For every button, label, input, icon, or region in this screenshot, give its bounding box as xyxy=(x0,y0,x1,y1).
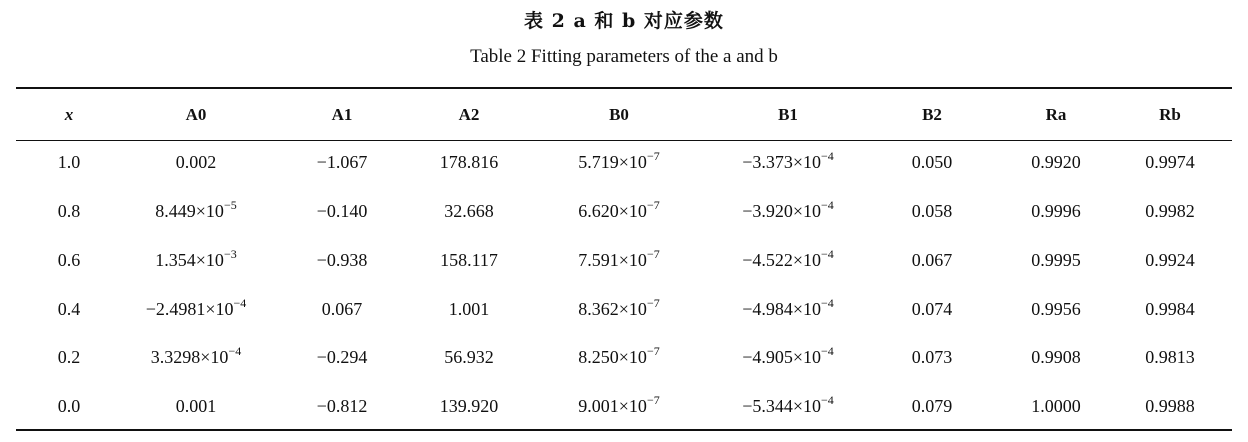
table-cell: 0.002 xyxy=(175,152,217,172)
table-cell: 178.816 xyxy=(439,152,499,172)
table-cell xyxy=(106,196,286,226)
table-cell: 0.4 xyxy=(57,299,81,319)
table-cell: −0.812 xyxy=(316,396,368,416)
cell-mantissa: 8.449×10 xyxy=(155,201,224,221)
table-cell: 1.001 xyxy=(448,299,490,319)
table-cell xyxy=(698,342,878,372)
table-cell xyxy=(534,342,704,372)
cell-mantissa: −5.344×10 xyxy=(742,396,822,416)
table-cell xyxy=(698,147,878,177)
column-rb-header: Rb xyxy=(1159,105,1181,124)
table-cell: 0.9924 xyxy=(1145,250,1195,270)
table-cell: −1.067 xyxy=(316,152,368,172)
cell-mantissa: 6.620×10 xyxy=(578,201,647,221)
cell-mantissa: 5.719×10 xyxy=(578,152,647,172)
table-cell: 0.058 xyxy=(911,201,953,221)
column-b0-header: B0 xyxy=(609,105,629,124)
cell-exponent: −4 xyxy=(821,296,834,310)
cell-exponent: −7 xyxy=(646,296,660,310)
cell-mantissa: −3.373×10 xyxy=(742,152,822,172)
table-cell: 0.079 xyxy=(911,396,953,416)
table-cell: 0.074 xyxy=(911,299,953,319)
table-cell xyxy=(698,245,878,275)
table-cell: 0.9984 xyxy=(1145,299,1195,319)
table-cell: 0.9956 xyxy=(1031,299,1081,319)
column-b2-header: B2 xyxy=(922,105,942,124)
table-cell xyxy=(106,245,286,275)
column-a1-header: A1 xyxy=(331,105,353,124)
cell-mantissa: 1.354×10 xyxy=(155,250,224,270)
table-cell xyxy=(534,245,704,275)
table-cell: 139.920 xyxy=(439,396,499,416)
table-cell: 0.9982 xyxy=(1145,201,1195,221)
table-cell: 0.2 xyxy=(57,347,81,367)
column-b1-header: B1 xyxy=(778,105,798,124)
table-bottom-rule xyxy=(16,429,1232,431)
table-cell: −0.938 xyxy=(316,250,368,270)
table-cell: 0.6 xyxy=(57,250,81,270)
table-cell: 0.9988 xyxy=(1145,396,1195,416)
table-cell: 1.0000 xyxy=(1031,396,1081,416)
table-cell: 0.0 xyxy=(57,396,81,416)
cell-exponent: −4 xyxy=(821,393,834,407)
table-cell: 0.9974 xyxy=(1145,152,1195,172)
table-cell xyxy=(534,391,704,421)
cell-exponent: −3 xyxy=(223,247,237,261)
table-cell: 0.050 xyxy=(911,152,953,172)
table-cell xyxy=(698,294,878,324)
table-cell: 56.932 xyxy=(444,347,494,367)
column-ra-header: Ra xyxy=(1045,105,1067,124)
cell-mantissa: 7.591×10 xyxy=(578,250,647,270)
cell-exponent: −4 xyxy=(821,344,834,358)
table-cell: 0.067 xyxy=(321,299,363,319)
cell-mantissa: 3.3298×10 xyxy=(150,347,229,367)
table-cell xyxy=(534,294,704,324)
table-cell: 158.117 xyxy=(440,250,498,270)
cell-mantissa: 8.362×10 xyxy=(578,299,647,319)
table-cell xyxy=(534,147,704,177)
cell-exponent: −7 xyxy=(646,149,660,163)
cell-mantissa: −4.522×10 xyxy=(742,250,822,270)
cell-exponent: −5 xyxy=(223,198,237,212)
cell-exponent: −4 xyxy=(228,344,242,358)
cell-exponent: −4 xyxy=(821,247,834,261)
cell-mantissa: −3.920×10 xyxy=(742,201,822,221)
table-cell: −0.140 xyxy=(316,201,368,221)
cell-exponent: −7 xyxy=(646,344,660,358)
cell-exponent: −7 xyxy=(646,247,660,261)
table-cell: −0.294 xyxy=(316,347,368,367)
table-cell: 32.668 xyxy=(444,201,494,221)
table-cell: 0.067 xyxy=(911,250,953,270)
table-top-rule xyxy=(16,87,1232,89)
table-cell: 0.9920 xyxy=(1031,152,1081,172)
cell-exponent: −7 xyxy=(646,198,660,212)
table-cell: 0.9996 xyxy=(1031,201,1081,221)
table-cell xyxy=(106,342,286,372)
table-cell xyxy=(106,294,286,324)
column-a0-header: A0 xyxy=(185,105,207,124)
cell-mantissa: −2.4981×10 xyxy=(145,299,234,319)
table-header-rule xyxy=(16,140,1232,141)
table-cell: 0.001 xyxy=(175,396,217,416)
table-cell: 0.8 xyxy=(57,201,81,221)
cell-exponent: −4 xyxy=(821,198,834,212)
table-caption-english: Table 2 Fitting parameters of the a and b xyxy=(470,46,778,67)
cell-exponent: −4 xyxy=(821,149,834,163)
column-a2-header: A2 xyxy=(458,105,480,124)
table-caption-chinese: 表 2 a 和 b 对应参数 xyxy=(524,10,724,32)
cell-mantissa: −4.905×10 xyxy=(742,347,822,367)
cell-mantissa: −4.984×10 xyxy=(742,299,822,319)
table-cell: 0.9908 xyxy=(1031,347,1081,367)
cell-mantissa: 8.250×10 xyxy=(578,347,647,367)
table-cell: 1.0 xyxy=(57,152,81,172)
cell-exponent: −4 xyxy=(233,296,247,310)
table-cell xyxy=(698,196,878,226)
table-cell xyxy=(534,196,704,226)
table-cell xyxy=(698,391,878,421)
table-cell: 0.9813 xyxy=(1145,347,1195,367)
table-cell: 0.073 xyxy=(911,347,953,367)
cell-exponent: −7 xyxy=(646,393,660,407)
table-cell: 0.9995 xyxy=(1031,250,1081,270)
column-x-header: x xyxy=(64,105,74,124)
cell-mantissa: 9.001×10 xyxy=(578,396,647,416)
